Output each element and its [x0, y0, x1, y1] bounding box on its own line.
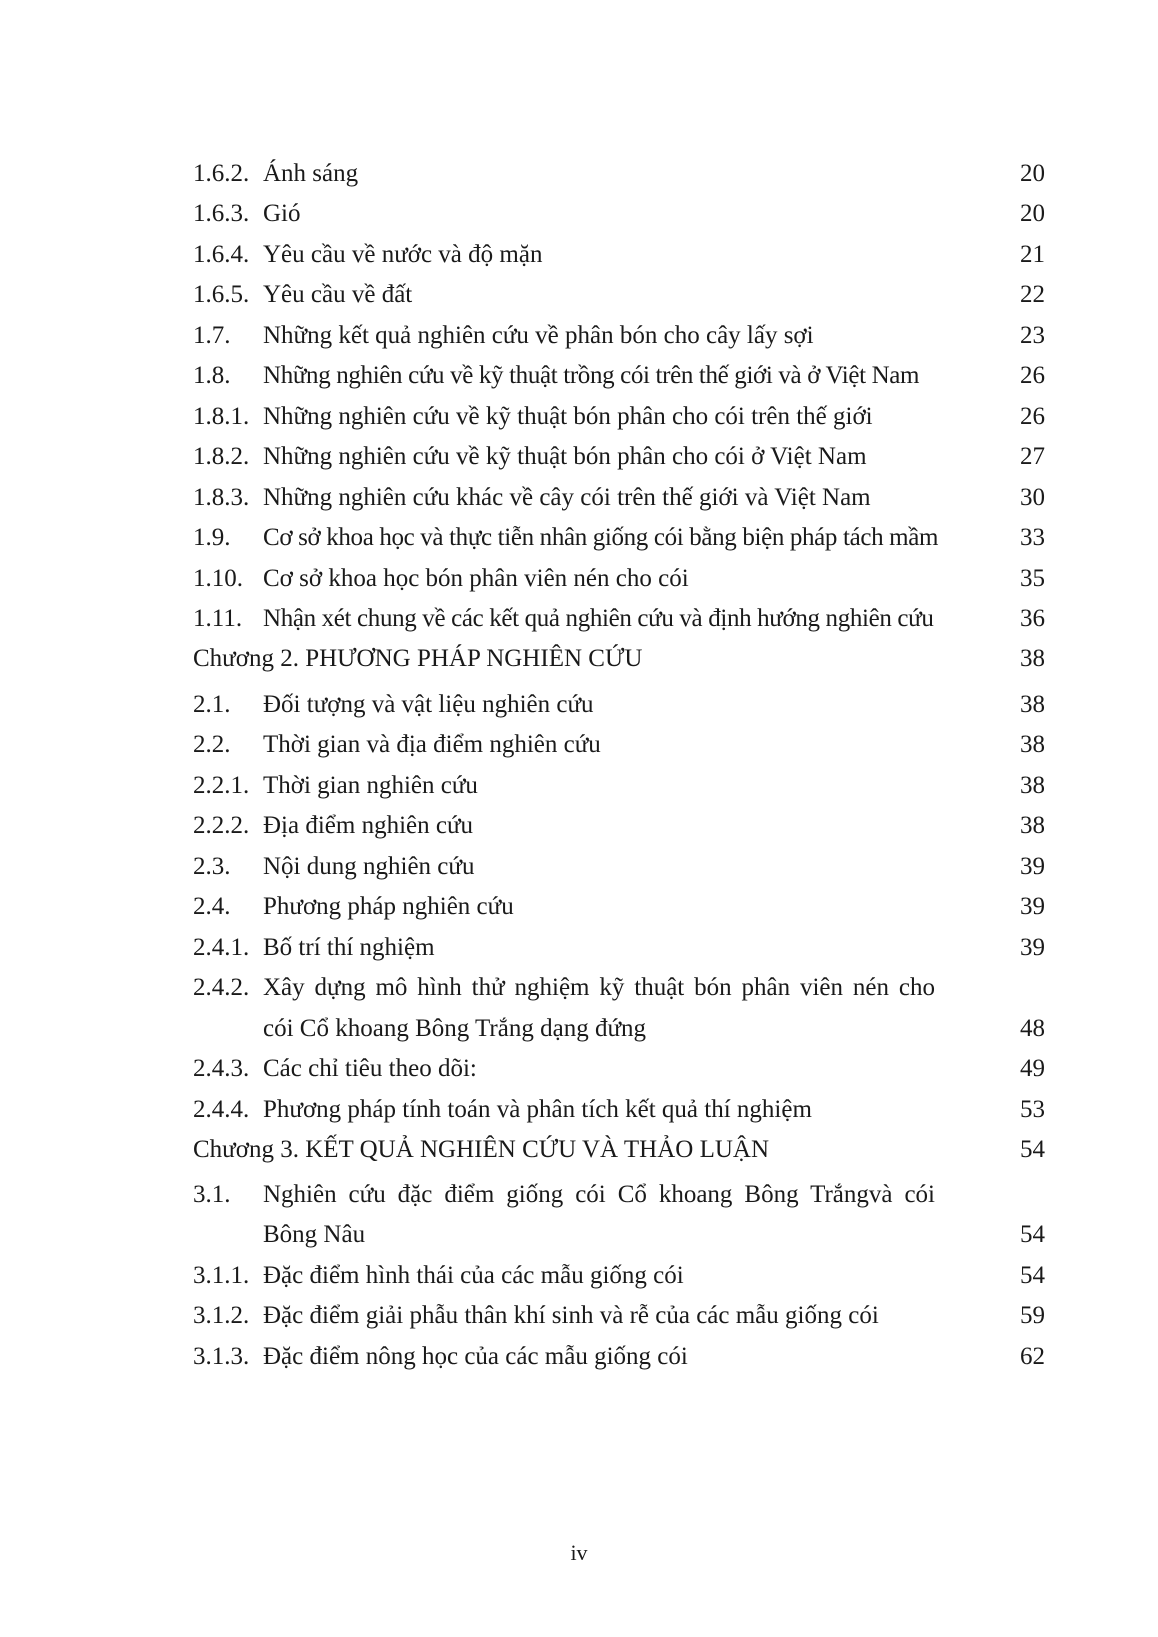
toc-entry-continuation: [193, 1215, 1045, 1255]
toc-entry: [193, 437, 1045, 477]
toc-entry-title: Phương pháp nghiên cứu: [263, 893, 514, 920]
toc-entry-title: Những nghiên cứu về kỹ thuật trồng cói trên thế giới và ở Việt Nam: [263, 362, 920, 389]
toc-entry-number: 2.2.: [193, 731, 231, 758]
toc-entry-number: 2.4.3.: [193, 1055, 250, 1082]
toc-entry: [193, 275, 1045, 315]
toc-entry: [193, 1049, 1045, 1089]
toc-entry-page: 38: [1020, 812, 1045, 839]
toc-entry-title: Đặc điểm giải phẫu thân khí sinh và rễ của các mẫu giống cói: [263, 1302, 879, 1329]
toc-entry: [193, 316, 1045, 356]
toc-entry-title: Nội dung nghiên cứu: [263, 853, 475, 880]
toc-chapter-heading: [193, 1130, 1045, 1170]
toc-entry-page: 23: [1020, 322, 1045, 349]
toc-entry-title: Ánh sáng: [263, 160, 359, 187]
toc-entry: [193, 766, 1045, 806]
toc-entry-title: Yêu cầu về nước và độ mặn: [263, 241, 543, 268]
toc-entry-title: Thời gian nghiên cứu: [263, 772, 478, 799]
toc-entry-title: Nhận xét chung về các kết quả nghiên cứu và định hướng nghiên cứu: [263, 605, 934, 632]
toc-entry-number: 1.8.2.: [193, 443, 250, 470]
toc-entry: [193, 725, 1045, 765]
toc-entry-title: Cơ sở khoa học và thực tiễn nhân giống cói bằng biện pháp tách mầm: [263, 524, 939, 551]
toc-entry-title: Đối tượng và vật liệu nghiên cứu: [263, 691, 594, 718]
toc-entry-title: Địa điểm nghiên cứu: [263, 812, 474, 839]
toc-entry-title-continued: Bông Nâu: [263, 1221, 366, 1248]
toc-entry-number: 2.3.: [193, 853, 231, 880]
toc-entry-page: 38: [1020, 772, 1045, 799]
toc-entry-title: Bố trí thí nghiệm: [263, 934, 435, 961]
toc-entry-page: 21: [1020, 241, 1045, 268]
toc-entry: [193, 235, 1045, 275]
toc-entry: [193, 599, 1045, 639]
toc-entry-number: 1.10.: [193, 565, 243, 592]
toc-entry-title: Đặc điểm nông học của các mẫu giống cói: [263, 1343, 688, 1370]
toc-entry-number: 2.2.1.: [193, 772, 250, 799]
toc-entry-page: 49: [1020, 1055, 1045, 1082]
toc-entry-number: 1.9.: [193, 524, 231, 551]
toc-entry: [193, 847, 1045, 887]
toc-entry-number: 2.4.4.: [193, 1096, 250, 1123]
toc-entry-page: 59: [1020, 1302, 1045, 1329]
toc-entry: [193, 1337, 1045, 1377]
toc-entry: [193, 397, 1045, 437]
toc-entry-number: 2.4.1.: [193, 934, 250, 961]
chapter-title: Chương 3. KẾT QUẢ NGHIÊN CỨU VÀ THẢO LUẬN: [193, 1136, 770, 1163]
toc-entry: [193, 559, 1045, 599]
toc-entry-number: 1.11.: [193, 605, 243, 632]
toc-entry-title: Những nghiên cứu về kỹ thuật bón phân cho cói trên thế giới: [263, 403, 873, 430]
toc-entry-page: 30: [1020, 484, 1045, 511]
chapter-title: Chương 2. PHƯƠNG PHÁP NGHIÊN CỨU: [193, 645, 643, 672]
toc-entry-title: Gió: [263, 200, 301, 227]
toc-entry-page: 38: [1020, 691, 1045, 718]
toc-entry-title: Xây dựng mô hình thử nghiệm kỹ thuật bón phân viên nén cho: [263, 974, 935, 1001]
toc-entry-title: Đặc điểm hình thái của các mẫu giống cói: [263, 1262, 684, 1289]
toc-entry-page: 48: [1020, 1015, 1045, 1042]
toc-entry-number: 2.4.: [193, 893, 231, 920]
toc-entry-page: 54: [1020, 1262, 1045, 1289]
toc-entry-title: Yêu cầu về đất: [263, 281, 413, 308]
toc-entry-number: 1.6.5.: [193, 281, 250, 308]
toc-entry-title: Cơ sở khoa học bón phân viên nén cho cói: [263, 565, 689, 592]
toc-entry-number: 1.7.: [193, 322, 231, 349]
toc-entry-number: 3.1.: [193, 1181, 231, 1208]
toc-entry: [193, 194, 1045, 234]
toc-entry-number: 3.1.3.: [193, 1343, 250, 1370]
toc-entry-page: 54: [1020, 1221, 1045, 1248]
toc-entry-page: 38: [1020, 731, 1045, 758]
toc-entry-page: 33: [1020, 524, 1045, 551]
toc-entry-number: 2.4.2.: [193, 974, 250, 1001]
toc-entry-title: Nghiên cứu đặc điểm giống cói Cổ khoang Bông Trắngvà cói: [263, 1181, 935, 1208]
toc-entry-page: 27: [1020, 443, 1045, 470]
toc-entry: [193, 928, 1045, 968]
toc-entry-page: 22: [1020, 281, 1045, 308]
toc-entry-page: 39: [1020, 853, 1045, 880]
toc-entry-page: 36: [1020, 605, 1045, 632]
toc-entry: [193, 356, 1045, 396]
toc-entry-page: 35: [1020, 565, 1045, 592]
toc-entry-number: 2.1.: [193, 691, 231, 718]
toc-entry-number: 1.8.1.: [193, 403, 250, 430]
toc-entry-number: 2.2.2.: [193, 812, 250, 839]
toc-entry-number: 1.6.2.: [193, 160, 250, 187]
toc-entry: [193, 1175, 1045, 1215]
toc-entry-continuation: [193, 1009, 1045, 1049]
toc-entry: [193, 806, 1045, 846]
toc-entry-page: 62: [1020, 1343, 1045, 1370]
toc-entry: [193, 1296, 1045, 1336]
toc-entry-page: 20: [1020, 200, 1045, 227]
toc-entry: [193, 1090, 1045, 1130]
toc-entry: [193, 685, 1045, 725]
toc-entry-page: 38: [1020, 645, 1045, 672]
toc-entry: [193, 518, 1045, 558]
toc-entry-number: 1.6.4.: [193, 241, 250, 268]
toc-entry-page: 39: [1020, 934, 1045, 961]
toc-entry-title: Các chỉ tiêu theo dõi:: [263, 1055, 477, 1082]
toc-entry-page: 26: [1020, 362, 1045, 389]
toc-entry-number: 1.6.3.: [193, 200, 250, 227]
toc-entry: [193, 154, 1045, 194]
toc-entry-title: Những nghiên cứu khác về cây cói trên thế giới và Việt Nam: [263, 484, 871, 511]
page-number: iv: [570, 1540, 588, 1565]
toc-entry-title-continued: cói Cổ khoang Bông Trắng dạng đứng: [263, 1015, 646, 1042]
toc-entry-number: 3.1.1.: [193, 1262, 250, 1289]
toc-entry-page: 53: [1020, 1096, 1045, 1123]
toc-chapter-heading: [193, 639, 1045, 679]
toc-entry-number: 1.8.: [193, 362, 231, 389]
toc-entry-page: 20: [1020, 160, 1045, 187]
toc-entry: [193, 968, 1045, 1008]
toc-entry: [193, 1256, 1045, 1296]
toc-entry-title: Những nghiên cứu về kỹ thuật bón phân cho cói ở Việt Nam: [263, 443, 867, 470]
toc-entry-page: 54: [1020, 1136, 1045, 1163]
toc-entry: [193, 478, 1045, 518]
toc-entry-page: 39: [1020, 893, 1045, 920]
toc-entry-title: Thời gian và địa điểm nghiên cứu: [263, 731, 601, 758]
toc-entry-page: 26: [1020, 403, 1045, 430]
toc-entry: [193, 887, 1045, 927]
toc-entry-number: 1.8.3.: [193, 484, 250, 511]
toc-entry-number: 3.1.2.: [193, 1302, 250, 1329]
toc-entry-title: Phương pháp tính toán và phân tích kết quả thí nghiệm: [263, 1096, 812, 1123]
toc-entry-title: Những kết quả nghiên cứu về phân bón cho cây lấy sợi: [263, 322, 814, 349]
